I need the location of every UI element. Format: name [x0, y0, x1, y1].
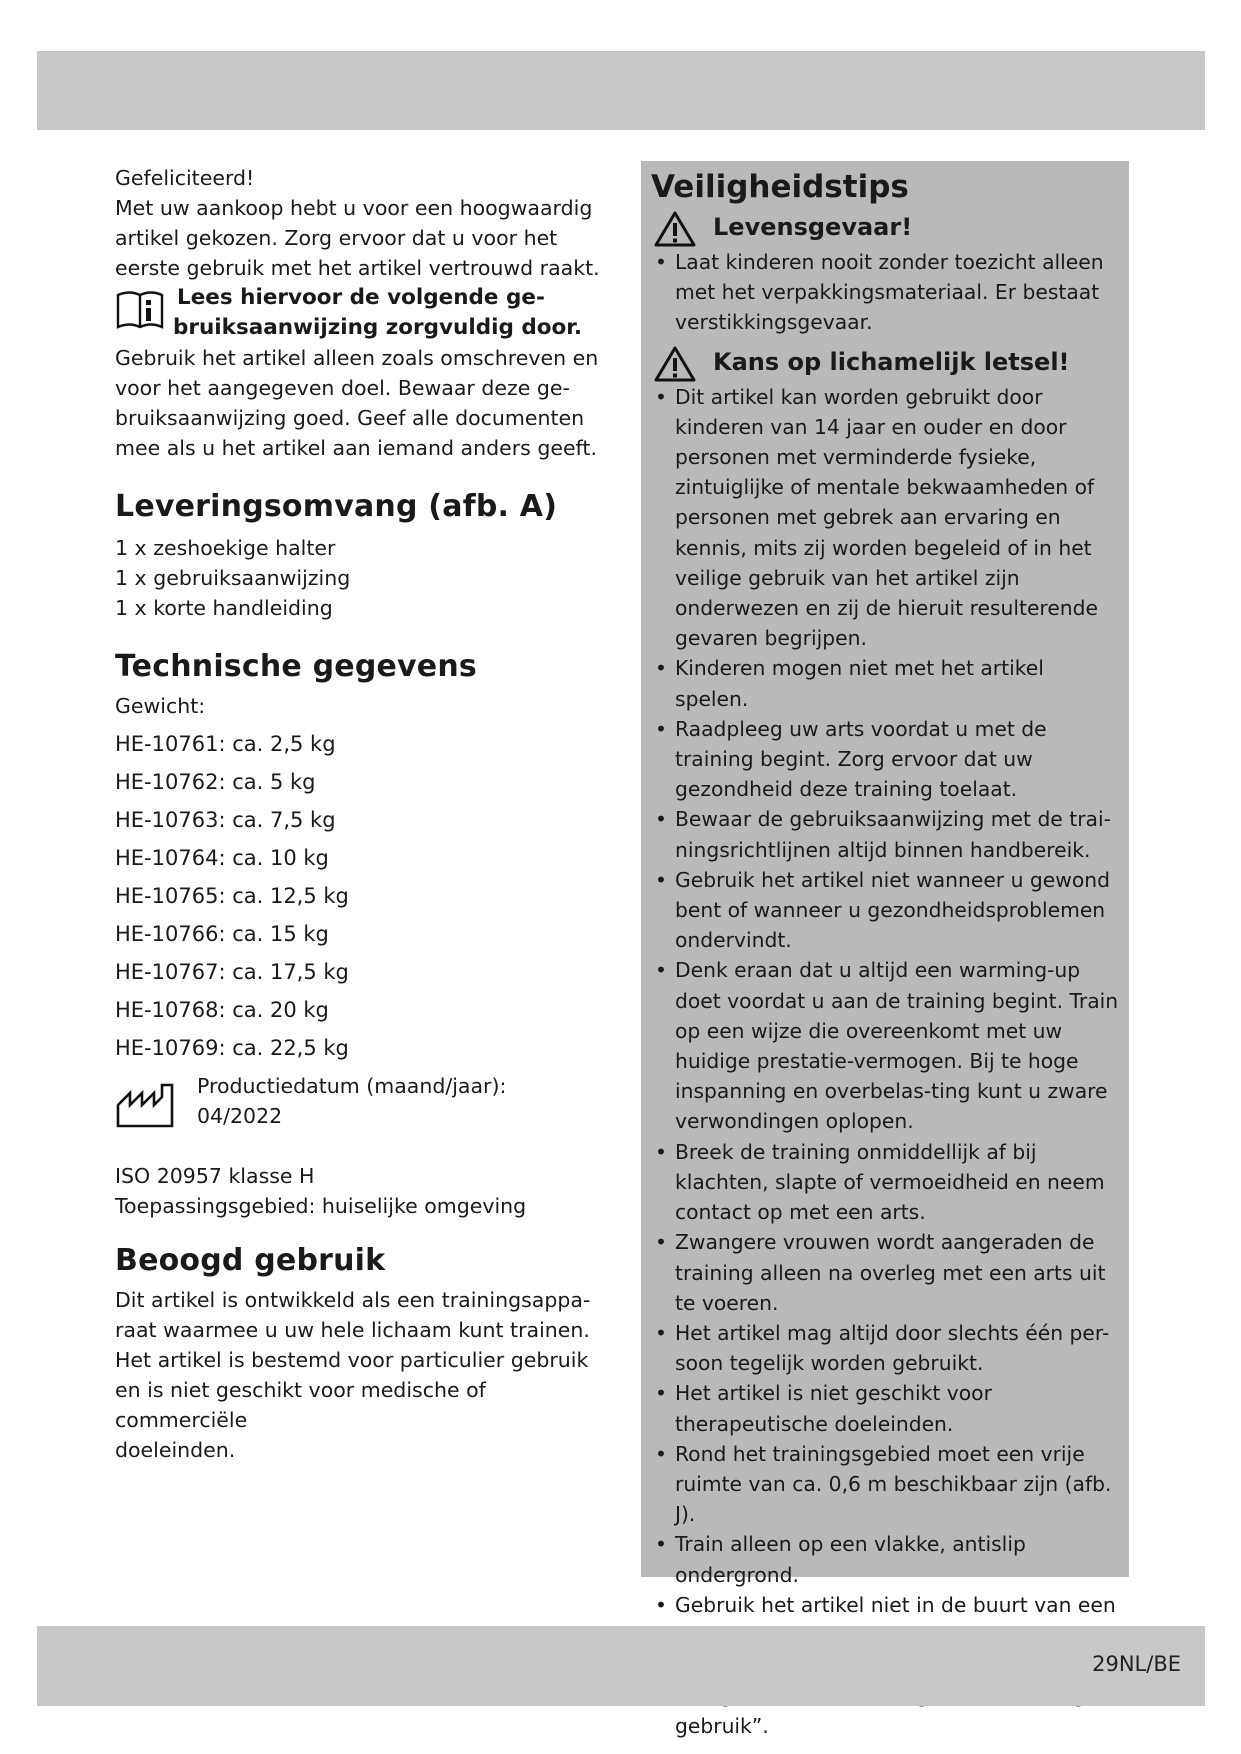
- safety-item: • Het artikel is niet geschikt voor therapeutische doeleinden.: [651, 1378, 1119, 1438]
- model-weight: HE-10766: ca. 15 kg: [115, 922, 329, 946]
- production-label: Productiedatum (maand/jaar):: [197, 1074, 507, 1098]
- safety-heading: Veiligheidstips: [651, 169, 909, 205]
- notice-bold-line: Lees hiervoor de volgende ge-: [177, 285, 545, 310]
- left-column: [115, 163, 605, 1465]
- delivery-heading: Leveringsomvang (afb. A): [115, 489, 558, 524]
- read-manual-notice: [115, 283, 605, 343]
- warning-title: Kans op lichamelijk letsel!: [713, 347, 1070, 376]
- warning-triangle-icon: [653, 345, 697, 383]
- manual-book-icon: [115, 289, 165, 331]
- safety-item: • Raadpleeg uw arts voordat u met de training begint. Zorg ervoor dat uw gezondheid deze training toelaat.: [651, 714, 1119, 805]
- model-weight: HE-10761: ca. 2,5 kg: [115, 732, 336, 756]
- intro-line: Gefeliciteerd!: [115, 166, 255, 190]
- warning-title: Levensgevaar!: [713, 213, 913, 241]
- weight-label: Gewicht:: [115, 694, 206, 718]
- warning-heading: [651, 207, 1119, 247]
- model-weight: HE-10768: ca. 20 kg: [115, 998, 329, 1022]
- intro-line: Met uw aankoop hebt u voor een hoogwaardig: [115, 196, 593, 220]
- safety-item: • Het artikel mag altijd door slechts één per-soon tegelijk worden gebruikt.: [651, 1318, 1119, 1378]
- page-number: 29NL/BE: [1092, 1652, 1181, 1676]
- production-value: 04/2022: [197, 1104, 283, 1128]
- intended-use-heading: Beoogd gebruik: [115, 1243, 386, 1278]
- safety-item: • Bewaar de gebruiksaanwijzing met de trai-ningsrichtlijnen altijd binnen handbereik.: [651, 804, 1119, 864]
- intro-after-line: voor het aangegeven doel. Bewaar deze ge-: [115, 376, 570, 400]
- intro-line: artikel gekozen. Zorg ervoor dat u voor het: [115, 226, 558, 250]
- safety-item: • Rond het trainingsgebied moet een vrije ruimte van ca. 0,6 m beschikbaar zijn (afb. J).: [651, 1439, 1119, 1530]
- intended-line: doeleinden.: [115, 1438, 236, 1462]
- intended-line: Dit artikel is ontwikkeld als een trainingsappa-: [115, 1288, 591, 1312]
- safety-item: • Gebruik het artikel niet wanneer u gewond bent of wanneer u gezondheidsproblemen ondervindt.: [651, 865, 1119, 956]
- safety-panel: [641, 161, 1129, 1738]
- safety-item: • Dit artikel kan worden gebruikt door kinderen van 14 jaar en ouder en door personen met verminderde fysieke, zintuiglijke of mentale bekwaamheden of personen met gebrek aan ervaring en kennis, mits zij worden begeleid of in het veilige gebruik van het artikel zijn onderwezen en zij de hieruit resulterende gevaren begrijpen.: [651, 382, 1119, 654]
- model-weight: HE-10767: ca. 17,5 kg: [115, 960, 349, 984]
- notice-bold-line: bruiksaanwijzing zorgvuldig door.: [173, 315, 582, 340]
- intro-line: eerste gebruik met het artikel vertrouwd raakt.: [115, 256, 600, 280]
- intended-line: Het artikel is bestemd voor particulier gebruik: [115, 1348, 589, 1372]
- iso-class: ISO 20957 klasse H: [115, 1164, 315, 1188]
- safety-item: • Breek de training onmiddellijk af bij klachten, slapte of vermoeidheid en neem contact op met een arts.: [651, 1137, 1119, 1228]
- delivery-item: 1 x zeshoekige halter: [115, 536, 336, 560]
- production-date: [115, 1071, 605, 1131]
- model-weight: HE-10769: ca. 22,5 kg: [115, 1036, 349, 1060]
- delivery-item: 1 x gebruiksaanwijzing: [115, 566, 351, 590]
- model-weight: HE-10765: ca. 12,5 kg: [115, 884, 349, 908]
- warning-triangle-icon: [653, 210, 697, 248]
- model-weight: HE-10762: ca. 5 kg: [115, 770, 316, 794]
- intro-after-line: bruiksaanwijzing goed. Geef alle documenten: [115, 406, 585, 430]
- footer-bar: [37, 1626, 1205, 1706]
- warning-heading: [651, 342, 1119, 382]
- header-bar: [37, 51, 1205, 130]
- warning1-list: [651, 247, 1119, 338]
- safety-item: • Gebruik het artikel niet in de buurt van een: [651, 1590, 1119, 1650]
- intended-line: en is niet geschikt voor medische of commerciële: [115, 1378, 486, 1432]
- application-area: Toepassingsgebied: huiselijke omgeving: [115, 1194, 527, 1218]
- delivery-item: 1 x korte handleiding: [115, 596, 333, 620]
- safety-item: • Laat kinderen nooit zonder toezicht alleen met het verpakkingsmateriaal. Er bestaat verstikkingsgevaar.: [651, 247, 1119, 338]
- safety-item: • Train alleen op een vlakke, antislip ondergrond.: [651, 1529, 1119, 1589]
- safety-item: • Kinderen mogen niet met het artikel spelen.: [651, 653, 1119, 713]
- tech-heading: Technische gegevens: [115, 649, 477, 684]
- safety-item: • Denk eraan dat u altijd een warming-up doet voordat u aan de training begint. Train op een wijze die overeenkomt met uw huidige prestatie-vermogen. Bij te hoge inspanning en overbelas-ting kunt u zware verwondingen oplopen.: [651, 955, 1119, 1136]
- safety-item: • gebruik”.: [651, 1650, 1119, 1741]
- warning2-list: [651, 382, 1119, 1741]
- intro-after-line: Gebruik het artikel alleen zoals omschreven en: [115, 346, 599, 370]
- intro-after-line: mee als u het artikel aan iemand anders geeft.: [115, 436, 597, 460]
- factory-icon: [115, 1081, 177, 1129]
- model-weight: HE-10764: ca. 10 kg: [115, 846, 329, 870]
- model-weight: HE-10763: ca. 7,5 kg: [115, 808, 336, 832]
- intended-line: raat waarmee u uw hele lichaam kunt trainen.: [115, 1318, 590, 1342]
- safety-item: • Zwangere vrouwen wordt aangeraden de training alleen na overleg met een arts uit te voeren.: [651, 1227, 1119, 1318]
